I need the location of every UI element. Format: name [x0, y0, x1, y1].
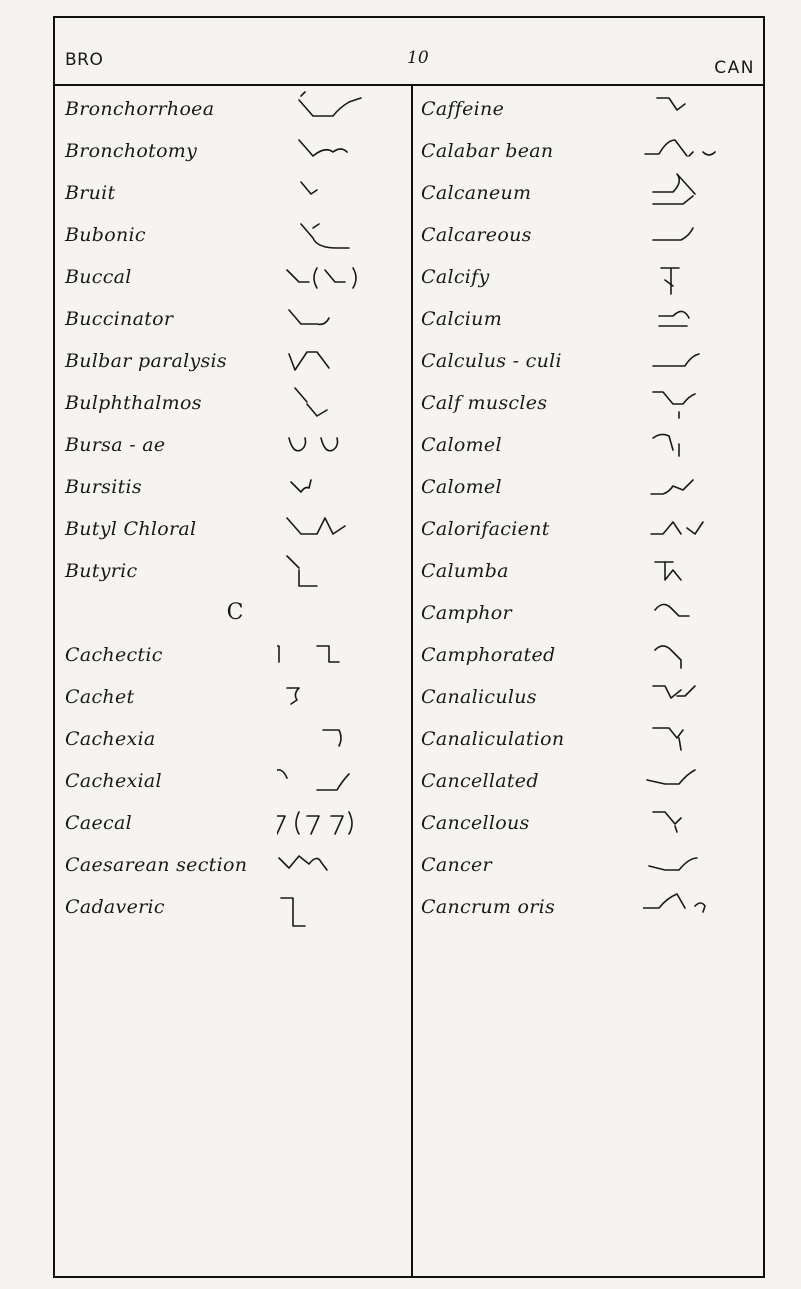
column-divider	[411, 86, 413, 1276]
entry-row	[65, 298, 405, 340]
shorthand-outline	[643, 508, 763, 550]
entry-term: Cancrum oris	[421, 896, 556, 918]
shorthand-outline	[277, 718, 397, 760]
entry-row	[65, 676, 405, 718]
entry-term: Cachet	[65, 686, 135, 708]
shorthand-outline	[277, 214, 397, 256]
shorthand-outline	[643, 172, 763, 214]
entry-row	[421, 508, 761, 550]
shorthand-outline	[277, 844, 397, 886]
entry-term: Bubonic	[65, 224, 146, 246]
entry-row	[421, 172, 761, 214]
entry-row	[421, 886, 761, 928]
entry-term: Caecal	[65, 812, 132, 834]
entry-row	[421, 382, 761, 424]
entry-row	[65, 340, 405, 382]
entry-term: Cancellated	[421, 770, 539, 792]
entry-term: Buccinator	[65, 308, 174, 330]
entry-row	[421, 802, 761, 844]
shorthand-outline	[643, 634, 763, 676]
entry-term: Calabar bean	[421, 140, 554, 162]
entry-row	[65, 424, 405, 466]
entry-row	[421, 844, 761, 886]
entry-term: Bronchotomy	[65, 140, 198, 162]
shorthand-outline	[277, 886, 397, 928]
entry-row	[65, 550, 405, 592]
entry-row	[421, 130, 761, 172]
entry-term: Bulphthalmos	[65, 392, 202, 414]
entry-row	[65, 886, 405, 928]
entry-row	[421, 214, 761, 256]
shorthand-outline	[643, 886, 763, 928]
entry-term: Cachexia	[65, 728, 156, 750]
entry-row	[65, 88, 405, 130]
entry-row	[65, 802, 405, 844]
shorthand-outline	[277, 130, 397, 172]
entry-term: Calcify	[421, 266, 490, 288]
shorthand-outline	[643, 214, 763, 256]
page-number: 10	[407, 48, 429, 68]
entry-term: Calorifacient	[421, 518, 550, 540]
entry-term: Bursitis	[65, 476, 142, 498]
entry-term: Cancer	[421, 854, 492, 876]
shorthand-outline	[277, 172, 397, 214]
entry-row	[421, 676, 761, 718]
entry-row	[421, 592, 761, 634]
shorthand-outline	[643, 760, 763, 802]
entry-row	[421, 256, 761, 298]
shorthand-outline	[277, 256, 397, 298]
shorthand-outline	[643, 340, 763, 382]
entry-row	[65, 508, 405, 550]
shorthand-outline	[643, 298, 763, 340]
shorthand-outline	[277, 676, 397, 718]
entry-row	[65, 760, 405, 802]
shorthand-outline	[643, 382, 763, 424]
entry-row	[65, 256, 405, 298]
shorthand-outline	[277, 634, 397, 676]
entry-row	[421, 424, 761, 466]
entry-term: Bursa - ae	[65, 434, 166, 456]
entry-row	[421, 760, 761, 802]
entry-term: Cancellous	[421, 812, 530, 834]
shorthand-outline	[643, 130, 763, 172]
entry-term: Caesarean section	[65, 854, 248, 876]
shorthand-outline	[277, 340, 397, 382]
entry-row	[65, 172, 405, 214]
entry-term: Caffeine	[421, 98, 505, 120]
entry-term: Canaliculation	[421, 728, 565, 750]
left-column	[65, 88, 405, 928]
entry-row	[65, 382, 405, 424]
entry-term: Calcium	[421, 308, 503, 330]
shorthand-outline	[277, 466, 397, 508]
entry-term: Bronchorrhoea	[65, 98, 215, 120]
shorthand-outline	[277, 298, 397, 340]
shorthand-outline	[277, 550, 397, 592]
shorthand-outline	[643, 424, 763, 466]
shorthand-outline	[277, 508, 397, 550]
entry-term: Cadaveric	[65, 896, 165, 918]
page-header	[55, 18, 763, 86]
shorthand-outline	[643, 256, 763, 298]
entry-term: Calculus - culi	[421, 350, 562, 372]
entry-term: Calumba	[421, 560, 509, 582]
entry-term: Camphorated	[421, 644, 556, 666]
entry-row	[421, 718, 761, 760]
shorthand-outline	[643, 88, 763, 130]
entry-term: Butyric	[65, 560, 138, 582]
right-column	[421, 88, 761, 928]
entry-row	[421, 340, 761, 382]
entry-row	[65, 718, 405, 760]
shorthand-outline	[277, 760, 397, 802]
shorthand-outline	[277, 382, 397, 424]
header-last-word: CAN	[714, 58, 755, 78]
entry-row	[421, 466, 761, 508]
entry-term: Bulbar paralysis	[65, 350, 227, 372]
entry-term: Bruit	[65, 182, 116, 204]
entry-term: Butyl Chloral	[65, 518, 197, 540]
shorthand-outline	[277, 802, 397, 844]
entry-term: Canaliculus	[421, 686, 537, 708]
shorthand-outline	[643, 676, 763, 718]
shorthand-outline	[643, 466, 763, 508]
entry-term: Calomel	[421, 476, 502, 498]
entry-row	[65, 844, 405, 886]
shorthand-outline	[643, 844, 763, 886]
entry-row	[65, 214, 405, 256]
entry-row	[421, 88, 761, 130]
shorthand-outline	[643, 592, 763, 634]
entry-term: Calomel	[421, 434, 502, 456]
entry-term: Buccal	[65, 266, 132, 288]
entry-row	[421, 298, 761, 340]
entry-term: Calcaneum	[421, 182, 532, 204]
shorthand-outline	[643, 802, 763, 844]
shorthand-outline	[643, 550, 763, 592]
page-frame	[53, 16, 765, 1278]
section-letter: C	[226, 600, 244, 625]
header-first-word: BRO	[65, 50, 104, 70]
entry-term: Calcareous	[421, 224, 532, 246]
entry-row	[65, 466, 405, 508]
entry-term: Cachectic	[65, 644, 163, 666]
entry-term: Cachexial	[65, 770, 162, 792]
entry-row	[65, 634, 405, 676]
shorthand-outline	[277, 424, 397, 466]
entry-row	[65, 130, 405, 172]
shorthand-outline	[277, 88, 397, 130]
entry-row	[421, 634, 761, 676]
entry-row	[421, 550, 761, 592]
shorthand-outline	[643, 718, 763, 760]
entry-term: Camphor	[421, 602, 512, 624]
entry-term: Calf muscles	[421, 392, 548, 414]
